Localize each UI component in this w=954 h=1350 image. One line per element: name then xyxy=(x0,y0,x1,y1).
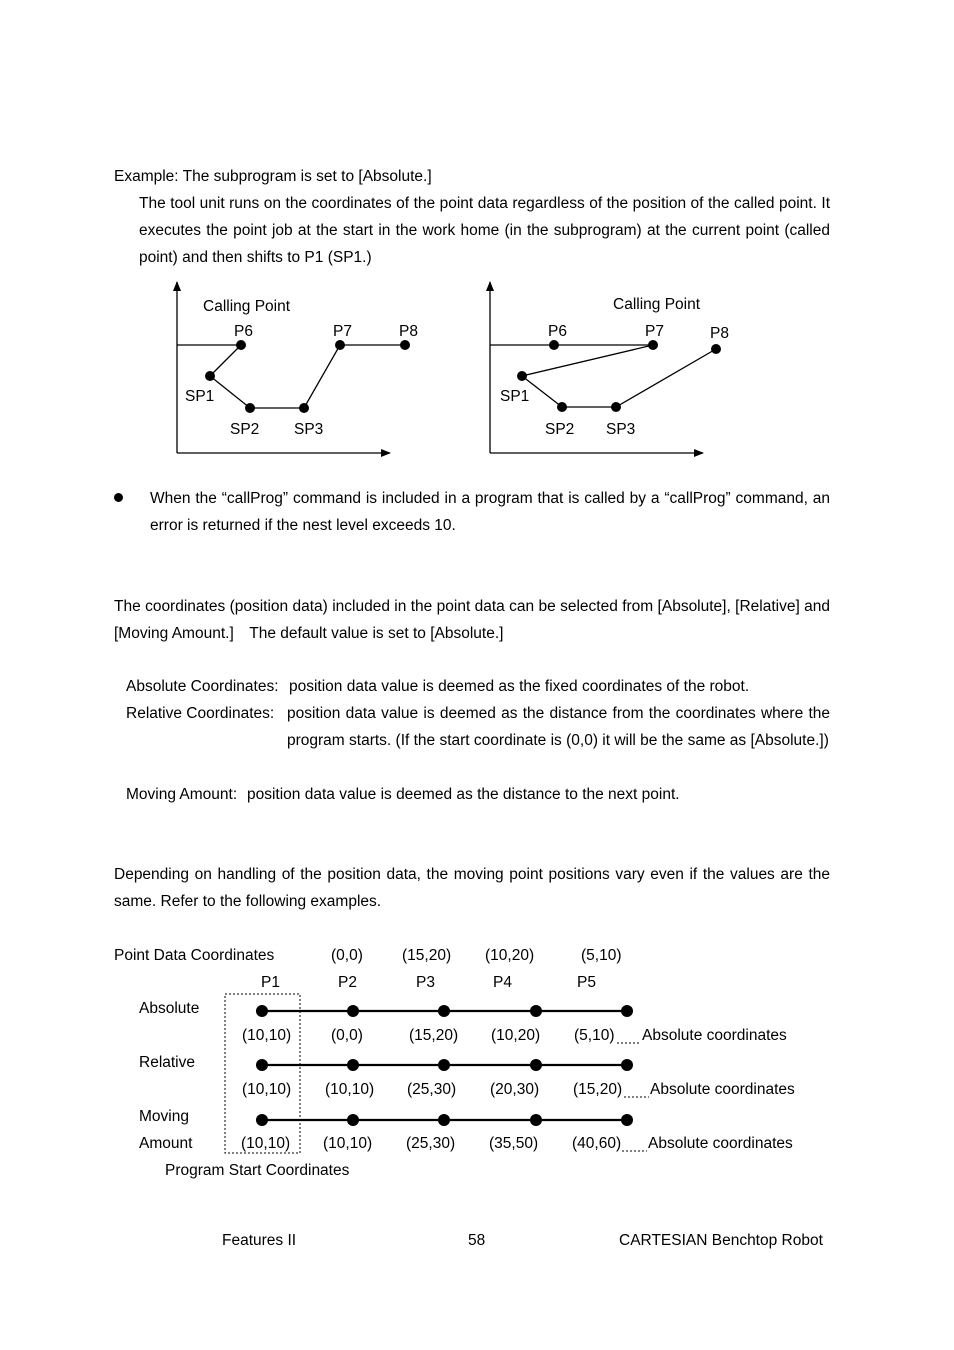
header-value: (10,20) xyxy=(485,947,535,964)
moving-value: (10,10) xyxy=(323,1135,373,1152)
point-sp3 xyxy=(299,403,309,413)
calling-point-label: Calling Point xyxy=(613,296,701,313)
handling-note: Depending on handling of the position data, the moving point positions vary even if the values are the same. Refer to the following examples. xyxy=(114,866,830,910)
relative-dot-p5 xyxy=(621,1059,633,1071)
diagram-1 xyxy=(177,282,418,453)
point-label-p4: P4 xyxy=(493,974,512,991)
def-relative-text: position data value is deemed as the distance from the coordinates where the program starts. (If the start coordinate is (0,0) it will be the same as [Absolute.]) xyxy=(287,705,830,749)
absolute-dot-p3 xyxy=(438,1005,450,1017)
absolute-dot-p5 xyxy=(621,1005,633,1017)
coordinates-intro: The coordinates (position data) included in the point data can be selected from [Absolute], [Relative] and [Moving Amount.] The default value is set to [Absolute.] xyxy=(114,598,830,642)
point-p6 xyxy=(236,340,246,350)
header-value: (15,20) xyxy=(402,947,452,964)
point-p6 xyxy=(549,340,559,350)
label-sp1: SP1 xyxy=(500,388,530,405)
label-p7: P7 xyxy=(333,323,352,340)
header-value: (0,0) xyxy=(331,947,363,964)
relative-value: (10,10) xyxy=(325,1081,375,1098)
row-label-moving: Moving xyxy=(139,1108,189,1125)
point-data-coordinates-label: Point Data Coordinates xyxy=(114,947,275,964)
moving-dot-p1 xyxy=(256,1114,268,1126)
def-moving-text: position data value is deemed as the distance to the next point. xyxy=(247,786,680,803)
point-sp1 xyxy=(205,371,215,381)
label-p8: P8 xyxy=(399,323,418,340)
relative-dot-p2 xyxy=(347,1059,359,1071)
moving-dot-p5 xyxy=(621,1114,633,1126)
program-start-label: Program Start Coordinates xyxy=(165,1162,350,1179)
label-sp3: SP3 xyxy=(294,421,324,438)
bullet-note: When the “callProg” command is included in a program that is called by a “callProg” command, an error is returned if the nest level exceeds 10. xyxy=(150,490,830,534)
absolute-value: (5,10) xyxy=(574,1027,615,1044)
label-p8: P8 xyxy=(710,325,729,342)
absolute-dot-p1 xyxy=(256,1005,268,1017)
absolute-value: (0,0) xyxy=(331,1027,363,1044)
relative-value: (20,30) xyxy=(490,1081,540,1098)
relative-value: (25,30) xyxy=(407,1081,457,1098)
moving-value: (35,50) xyxy=(489,1135,539,1152)
absolute-value: (10,20) xyxy=(491,1027,541,1044)
absolute-dot-p2 xyxy=(347,1005,359,1017)
label-sp2: SP2 xyxy=(545,421,575,438)
moving-value: (25,30) xyxy=(406,1135,456,1152)
point-p7 xyxy=(335,340,345,350)
row-label-absolute: Absolute xyxy=(139,1000,200,1017)
point-p7 xyxy=(648,340,658,350)
header-value: (5,10) xyxy=(581,947,622,964)
absolute-coordinates-label: Absolute coordinates xyxy=(650,1081,795,1098)
point-sp2 xyxy=(557,402,567,412)
point-p8 xyxy=(400,340,410,350)
moving-dot-p4 xyxy=(530,1114,542,1126)
label-sp3: SP3 xyxy=(606,421,636,438)
relative-dot-p3 xyxy=(438,1059,450,1071)
moving-value: (40,60) xyxy=(572,1135,622,1152)
absolute-coordinates-label: Absolute coordinates xyxy=(648,1135,793,1152)
point-label-p1: P1 xyxy=(261,974,280,991)
path-line xyxy=(522,345,716,407)
relative-value: (10,10) xyxy=(242,1081,292,1098)
example-heading: Example: The subprogram is set to [Absolute.] xyxy=(114,168,432,185)
point-sp3 xyxy=(611,402,621,412)
point-label-p5: P5 xyxy=(577,974,596,991)
label-sp1: SP1 xyxy=(185,388,215,405)
point-label-p3: P3 xyxy=(416,974,435,991)
point-sp2 xyxy=(245,403,255,413)
footer-right: CARTESIAN Benchtop Robot xyxy=(619,1232,823,1249)
moving-dot-p2 xyxy=(347,1114,359,1126)
row-label-relative: Relative xyxy=(139,1054,195,1071)
absolute-coordinates-label: Absolute coordinates xyxy=(642,1027,787,1044)
moving-value: (10,10) xyxy=(241,1135,291,1152)
def-absolute-label: Absolute Coordinates: xyxy=(126,678,279,695)
absolute-value: (15,20) xyxy=(409,1027,459,1044)
absolute-value: (10,10) xyxy=(242,1027,292,1044)
footer-left: Features II xyxy=(222,1232,297,1249)
moving-dot-p3 xyxy=(438,1114,450,1126)
point-sp1 xyxy=(517,371,527,381)
relative-value: (15,20) xyxy=(573,1081,623,1098)
point-label-p2: P2 xyxy=(338,974,357,991)
example-description: The tool unit runs on the coordinates of the point data regardless of the position of the called point. It executes the point job at the start in the work home (in the subprogram) at the current point (called point) and then shifts to P1 (SP1.) xyxy=(139,195,830,266)
label-p6: P6 xyxy=(234,323,253,340)
page-number: 58 xyxy=(468,1232,486,1249)
bullet-dot xyxy=(114,493,123,502)
diagram-2 xyxy=(490,282,729,453)
point-p8 xyxy=(711,344,721,354)
relative-dot-p4 xyxy=(530,1059,542,1071)
calling-point-label: Calling Point xyxy=(203,298,291,315)
def-relative-label: Relative Coordinates: xyxy=(126,705,275,722)
label-p7: P7 xyxy=(645,323,664,340)
label-sp2: SP2 xyxy=(230,421,260,438)
row-label-amount: Amount xyxy=(139,1135,193,1152)
def-absolute-text: position data value is deemed as the fixed coordinates of the robot. xyxy=(289,678,750,695)
label-p6: P6 xyxy=(548,323,567,340)
absolute-dot-p4 xyxy=(530,1005,542,1017)
def-moving-label: Moving Amount: xyxy=(126,786,238,803)
relative-dot-p1 xyxy=(256,1059,268,1071)
